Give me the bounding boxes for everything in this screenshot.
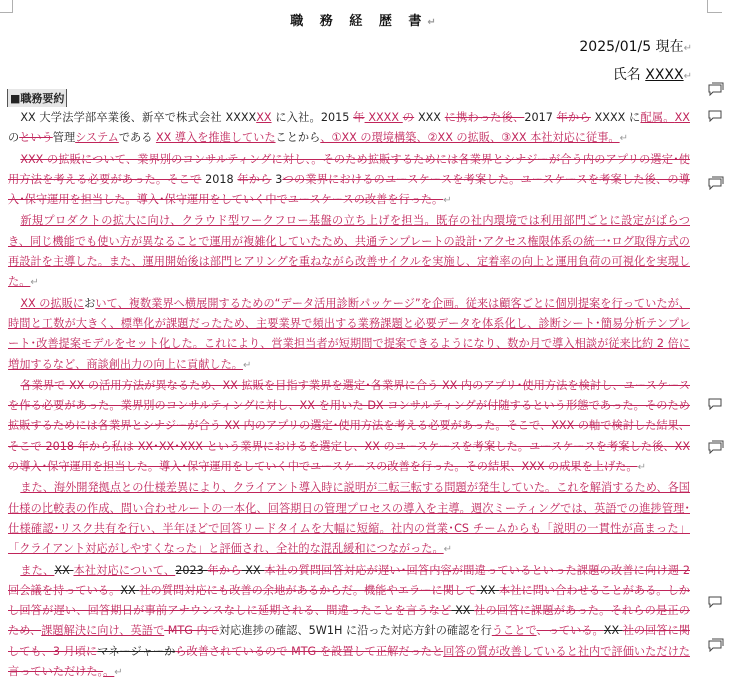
inserted-text: XX <box>674 111 690 124</box>
paragraph[interactable] <box>8 294 690 376</box>
comment-multi-icon[interactable] <box>708 638 722 650</box>
date-text: 2025/01/5 現在 <box>579 39 684 55</box>
name-value: XXXX <box>645 67 684 83</box>
inserted-text: 、①XX の環境構築、②XX の拡販、③XX 本社対応に従事。 <box>320 131 620 145</box>
text-run: 3 <box>271 172 283 186</box>
deleted-text: という <box>19 131 53 145</box>
deleted-text: 言っていただけた。 <box>8 665 104 679</box>
deleted-text: 年 <box>353 111 365 124</box>
text-run: である <box>118 131 156 145</box>
paragraph[interactable] <box>8 561 690 684</box>
document-title <box>0 10 732 29</box>
paragraph[interactable] <box>8 150 690 212</box>
comment-icon[interactable] <box>708 594 722 606</box>
paragraph-mark-icon: ↵ <box>619 133 628 145</box>
name-label: 氏名 <box>612 67 641 83</box>
comment-multi-icon[interactable] <box>708 176 722 188</box>
deleted-text: 、っている。 <box>536 624 604 638</box>
deleted-text: XX <box>241 563 265 577</box>
text-run: XX 大学法学部卒業後、新卒で株式会社 XXXX <box>20 111 257 124</box>
inserted-text: システム <box>75 131 119 145</box>
paragraph-mark-icon: ↵ <box>427 17 442 28</box>
deleted-text: XX <box>54 563 74 577</box>
deleted-text: つの業界におけるのユースケースを考案した。ユースケースを考案した後、の導入･保守運用を担当した。導入･保守運用をしていく中でユースケースの改善を行った。 <box>8 172 690 207</box>
inserted-text: 課題解決に向け、英語で <box>41 624 165 638</box>
inserted-text: 配属。 <box>640 111 675 124</box>
paragraph[interactable] <box>8 376 690 478</box>
deleted-text: 社の質問対応にも改善の余地があるからだ。機能やエラーに関して <box>139 583 477 597</box>
deleted-text: 本社の質問回答対応が遅い･回答内容が間違っているといった課題の改善に向け週 2 回会議を持っている。 <box>8 563 690 597</box>
deleted-text: 年から <box>207 563 242 577</box>
comment-multi-icon[interactable] <box>708 82 722 94</box>
paragraph-mark-icon: ↵ <box>443 544 453 556</box>
title-text: 職 務 経 歴 書 <box>290 14 428 29</box>
deleted-text: 年から <box>237 172 272 186</box>
inserted-text: XX 導入を推進していた <box>155 131 276 145</box>
inserted-text: 。 <box>103 665 115 679</box>
text-run: XXX <box>414 111 445 124</box>
comment-multi-icon[interactable] <box>708 440 722 452</box>
comment-icon[interactable] <box>708 396 722 408</box>
text-run: 2018 <box>201 172 238 186</box>
inserted-text: XX の拡販に <box>20 296 85 310</box>
paragraph-mark-icon: ↵ <box>637 462 646 474</box>
text-run: の <box>8 131 20 145</box>
deleted-text: XX <box>451 604 475 618</box>
inserted-text: 本社対応について、 <box>73 563 176 577</box>
inserted-text: また、 <box>20 563 55 577</box>
deleted-text: マネージャーか <box>97 644 176 658</box>
deleted-text: 本社に問い合わせることがある。しかし回答が遅い、回答期日が事前アナウンスなしに延期される、間違ったことを言うなど <box>8 583 690 618</box>
section-heading-text: ■職務要約 <box>10 92 65 105</box>
inserted-text: XX <box>256 111 272 124</box>
inserted-text: 回答の質が改善していると社内で評価いただけた <box>443 644 690 658</box>
deleted-text: 2023 <box>175 563 208 577</box>
deleted-text: ら改善されているので MTG を設置して正解だったと <box>175 644 444 658</box>
deleted-text: MTG 内で <box>164 624 219 638</box>
inserted-text: 新規プロダクトの拡大に向け、クラウド型ワークフロー基盤の立ち上げを担当。既存の社内環境では利用部門ごとに設定がばらつき、同じ機能でも使い方が異なることで運用が複雑化していたため、共通テンプレートの設計･アクセス権限体系の統一･ログ取得方式の再設計を主導した。また、運用開始後は部門ヒアリングを重ねながら改善サイクルを実施し、定着率の向上と運用負荷の可視化を実現した。 <box>8 214 690 289</box>
document-body[interactable] <box>8 108 690 683</box>
name-line <box>613 64 692 84</box>
text-run: 2017 <box>524 111 557 124</box>
paragraph-mark-icon: ↵ <box>443 195 452 207</box>
paragraph-mark-icon: ↵ <box>114 667 123 679</box>
comment-icon[interactable] <box>708 108 722 120</box>
deleted-text: に携わった後、 <box>444 111 525 124</box>
deleted-text: XX <box>476 583 499 597</box>
inserted-text: うことで <box>491 624 537 638</box>
text-run: ことから <box>275 131 321 145</box>
deleted-text: XX <box>120 583 140 597</box>
paragraph[interactable] <box>8 211 690 293</box>
deleted-text: XX <box>603 624 623 638</box>
inserted-text: いて、複数業界へ横展開するための“データ活用診断パッケージ”を企画。従来は顧客ごとに個別提案を行っていたが、時間と工数が大きく、標準化が課題だったため、主要業界で頻出する業務課題と必要データを体系化し、診断シート･簡易分析テンプレート･改善提案モデルをセット化した。これにより、営業担当者が短期間で提案できるようになり、数か月で導入相談が従来比約 2 倍に増加するなど、商談創出力の向上に貢献した。 <box>8 296 690 371</box>
text-run: に入社。2015 <box>271 111 354 124</box>
paragraph-mark-icon: ↵ <box>30 277 39 289</box>
text-run: お <box>84 296 96 310</box>
text-run: 管理 <box>52 131 76 145</box>
text-run: 対応進捗の確認、5W1H に沿った対応方針の確認を行 <box>218 624 492 638</box>
inserted-text: また、海外開発拠点との仕様差異により、クライアント導入時に説明が二転三転する問題が発生していた。これを解消するため、各国仕様の比較表の作成、問い合わせルートの一本化、回答期日の管理プロセスの導入を主導。週次ミーティングでは、英語での進捗管理･仕様確認･リスク共有を行い、半年ほどで回答リードタイムを大幅に短縮。社内の営業･CS チームからも「説明の一貫性が高まった」「クライアント対応がしやすくなった」と評価され、全社的な混乱緩和につながった。 <box>8 481 690 556</box>
date-line <box>579 36 692 56</box>
paragraph[interactable] <box>8 108 690 150</box>
paragraph-mark-icon: ↵ <box>242 359 252 371</box>
text-run: XXXX に <box>590 111 641 124</box>
deleted-text: 社の回答に課題があった。それらの是正のため、 <box>8 604 690 638</box>
paragraph-mark-icon: ↵ <box>683 43 692 54</box>
section-heading <box>7 89 67 107</box>
deleted-text: の <box>402 111 415 124</box>
paragraph-mark-icon: ↵ <box>683 71 692 82</box>
deleted-text: 各業界で XX の活用方法が異なるため、XX 拡販を目指す業界を選定･各業界に合う XX 内のアプリ･使用方法を検討し、ユースケースを作る必要があった。業界別のコンサルティングに対し、XX を用いた DX コンサルティングが付随するという形態であった。そのため拡販するためには各業界とシナジーが合う XX 内のアプリの選定･使用方法を考える必要があった。そこで、XXX の軸で検討した結果、そこで 2018 年から私は XX･XX･XXX という業界におけるを選定し、XX のユースケースを考案した。ユースケースを考案した後、XX の導入･保守運用を担当した。導入･保守運用をしていく中でユースケースの改善を行った。その結果、XXX の成果を上げた。 <box>8 378 690 474</box>
paragraph[interactable] <box>8 478 690 560</box>
deleted-text: 年から <box>556 111 591 124</box>
deleted-text: XXX の拡販について、業界別のコンサルティングに対し、。そのため拡販するためには各業界とシナジーが合う内のアプリの選定･使用方法を考える必要があった。そこで <box>8 152 690 186</box>
deleted-text: 社の回答に関しても、3 月頃に <box>8 624 690 658</box>
inserted-text: XXXX <box>364 111 403 124</box>
